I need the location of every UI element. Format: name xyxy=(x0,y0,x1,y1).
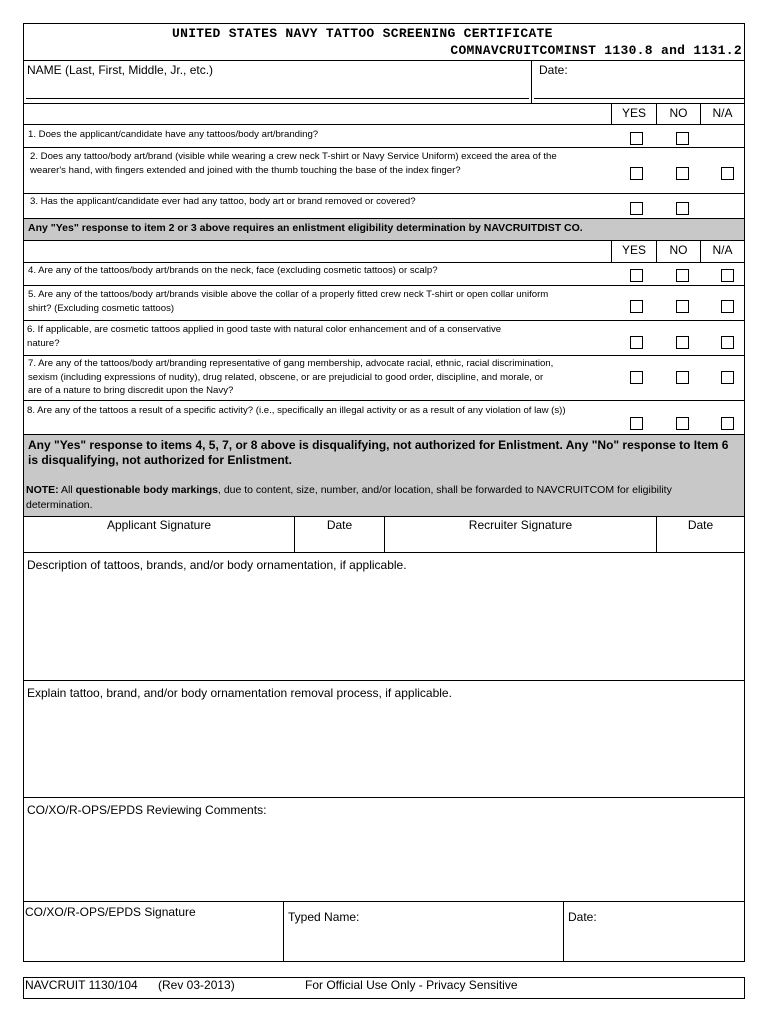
q4-na-checkbox[interactable] xyxy=(721,269,734,282)
question-row-3 xyxy=(24,194,744,219)
reviewer-signature-label: CO/XO/R-OPS/EPDS Signature xyxy=(25,905,196,919)
reviewer-date-field[interactable] xyxy=(563,902,744,961)
recruiter-date-label: Date xyxy=(687,518,714,532)
q1-no-checkbox[interactable] xyxy=(676,132,689,145)
q4-no-checkbox[interactable] xyxy=(676,269,689,282)
q7-yes-checkbox[interactable] xyxy=(630,371,643,384)
reviewing-comments-label: CO/XO/R-OPS/EPDS Reviewing Comments: xyxy=(27,803,267,817)
q2-yes-checkbox[interactable] xyxy=(630,167,643,180)
question-text: 2. Does any tattoo/body art/brand (visible while wearing a crew neck T-shirt or Navy Service Uniform) exceed the area of the wearer's hand, with fingers extended and joined with the thumb touching the base of the index finger? xyxy=(30,151,557,176)
q8-yes-checkbox[interactable] xyxy=(630,417,643,430)
recruiter-signature-label: Recruiter Signature xyxy=(468,518,573,532)
form-title-row xyxy=(24,24,744,61)
question-text: 6. If applicable, are cosmetic tattoos applied in good taste with natural color enhancement and of a conservative nature? xyxy=(27,324,502,349)
reviewer-date-label: Date: xyxy=(568,910,597,924)
reviewer-signature-row xyxy=(24,902,744,961)
name-input-line[interactable] xyxy=(26,98,529,99)
recruiter-date-field[interactable] xyxy=(656,517,744,552)
q6-no-checkbox[interactable] xyxy=(676,336,689,349)
name-date-row xyxy=(24,61,744,104)
question-text: 3. Has the applicant/candidate ever had any tattoo, body art or brand removed or covered? xyxy=(30,196,416,207)
question-row-5 xyxy=(24,286,744,321)
eligibility-note-row xyxy=(24,219,744,241)
column-header-row-2 xyxy=(24,241,744,263)
note-label: NOTE: xyxy=(26,484,59,496)
reviewer-signature-field[interactable] xyxy=(24,902,283,961)
date-label: Date: xyxy=(539,63,568,77)
q4-yes-checkbox[interactable] xyxy=(630,269,643,282)
na-column-header: N/A xyxy=(712,243,733,257)
question-text: 8. Are any of the tattoos a result of a specific activity? (i.e., specifically an illegal activity or as a result of any violation of law (s)) xyxy=(27,405,566,416)
recruiter-signature-field[interactable] xyxy=(384,517,656,552)
question-row-4 xyxy=(24,263,744,286)
q8-na-checkbox[interactable] xyxy=(721,417,734,430)
eligibility-note: Any "Yes" response to item 2 or 3 above requires an enlistment eligibility determination by NAVCRUITDIST CO. xyxy=(28,222,583,234)
q6-yes-checkbox[interactable] xyxy=(630,336,643,349)
question-row-7 xyxy=(24,356,744,401)
q5-no-checkbox[interactable] xyxy=(676,300,689,313)
tattoo-description-field[interactable] xyxy=(24,553,744,681)
date-input-line[interactable] xyxy=(534,98,744,99)
applicant-signature-field[interactable] xyxy=(24,517,294,552)
privacy-notice: For Official Use Only - Privacy Sensitive xyxy=(305,978,518,992)
form-footer xyxy=(23,977,745,999)
form-number: NAVCRUIT 1130/104 xyxy=(25,978,138,992)
question-row-6 xyxy=(24,321,744,356)
q8-no-checkbox[interactable] xyxy=(676,417,689,430)
question-text: 1. Does the applicant/candidate have any tattoos/body art/branding? xyxy=(28,129,319,140)
removal-process-field[interactable] xyxy=(24,681,744,798)
q2-na-checkbox[interactable] xyxy=(721,167,734,180)
applicant-date-label: Date xyxy=(326,518,353,532)
body-marking-note: NOTE: All questionable body markings, due to content, size, number, and/or location, shall be forwarded to NAVCRUITCOM for eligibility determination. xyxy=(26,484,672,511)
q7-no-checkbox[interactable] xyxy=(676,371,689,384)
q1-yes-checkbox[interactable] xyxy=(630,132,643,145)
disqualification-note: Any "Yes" response to items 4, 5, 7, or 8 above is disqualifying, not authorized for Enlistment. Any "No" response to Item 6 is disqualifying, not authorized for Enlistment. xyxy=(28,438,729,467)
q2-no-checkbox[interactable] xyxy=(676,167,689,180)
no-column-header: NO xyxy=(669,243,688,257)
question-text: 7. Are any of the tattoos/body art/branding representative of gang membership, advocate racial, ethnic, racial discrimination, sexism (including expressions of nudity), drug related, obscene, or are prejudicial to good order, discipline, and morale, or are of a nature to bring discredit upon the Navy? xyxy=(28,358,554,396)
typed-name-field[interactable] xyxy=(283,902,563,961)
q3-yes-checkbox[interactable] xyxy=(630,202,643,215)
yes-column-header: YES xyxy=(621,106,646,120)
column-header-row-1 xyxy=(24,104,744,125)
tattoo-screening-form xyxy=(23,23,745,962)
na-column-header: N/A xyxy=(712,106,733,120)
disqualification-note-row xyxy=(24,435,744,517)
q7-na-checkbox[interactable] xyxy=(721,371,734,384)
removal-process-label: Explain tattoo, brand, and/or body ornamentation removal process, if applicable. xyxy=(27,686,452,700)
no-column-header: NO xyxy=(669,106,688,120)
typed-name-label: Typed Name: xyxy=(288,910,360,924)
q3-no-checkbox[interactable] xyxy=(676,202,689,215)
q6-na-checkbox[interactable] xyxy=(721,336,734,349)
question-row-2 xyxy=(24,148,744,194)
yes-column-header: YES xyxy=(621,243,646,257)
applicant-signature-label: Applicant Signature xyxy=(106,518,212,532)
question-row-8 xyxy=(24,401,744,435)
question-text: 5. Are any of the tattoos/body art/brands visible above the collar of a properly fitted crew neck T-shirt or open collar uniform shirt? (Excluding cosmetic tattoos) xyxy=(28,289,549,314)
instruction-reference: COMNAVCRUITCOMINST 1130.8 and 1131.2 xyxy=(450,43,742,58)
tattoo-description-label: Description of tattoos, brands, and/or body ornamentation, if applicable. xyxy=(27,558,407,572)
questionable-markings-text: questionable body markings xyxy=(75,484,218,496)
name-label: NAME (Last, First, Middle, Jr., etc.) xyxy=(27,63,214,77)
q5-na-checkbox[interactable] xyxy=(721,300,734,313)
reviewing-comments-field[interactable] xyxy=(24,798,744,902)
form-title: UNITED STATES NAVY TATTOO SCREENING CERTIFICATE xyxy=(172,26,553,41)
q5-yes-checkbox[interactable] xyxy=(630,300,643,313)
question-text: 4. Are any of the tattoos/body art/brands on the neck, face (excluding cosmetic tattoos) or scalp? xyxy=(28,265,438,276)
question-row-1 xyxy=(24,125,744,148)
signature-row xyxy=(24,517,744,553)
applicant-date-field[interactable] xyxy=(294,517,384,552)
form-revision: (Rev 03-2013) xyxy=(158,978,235,992)
